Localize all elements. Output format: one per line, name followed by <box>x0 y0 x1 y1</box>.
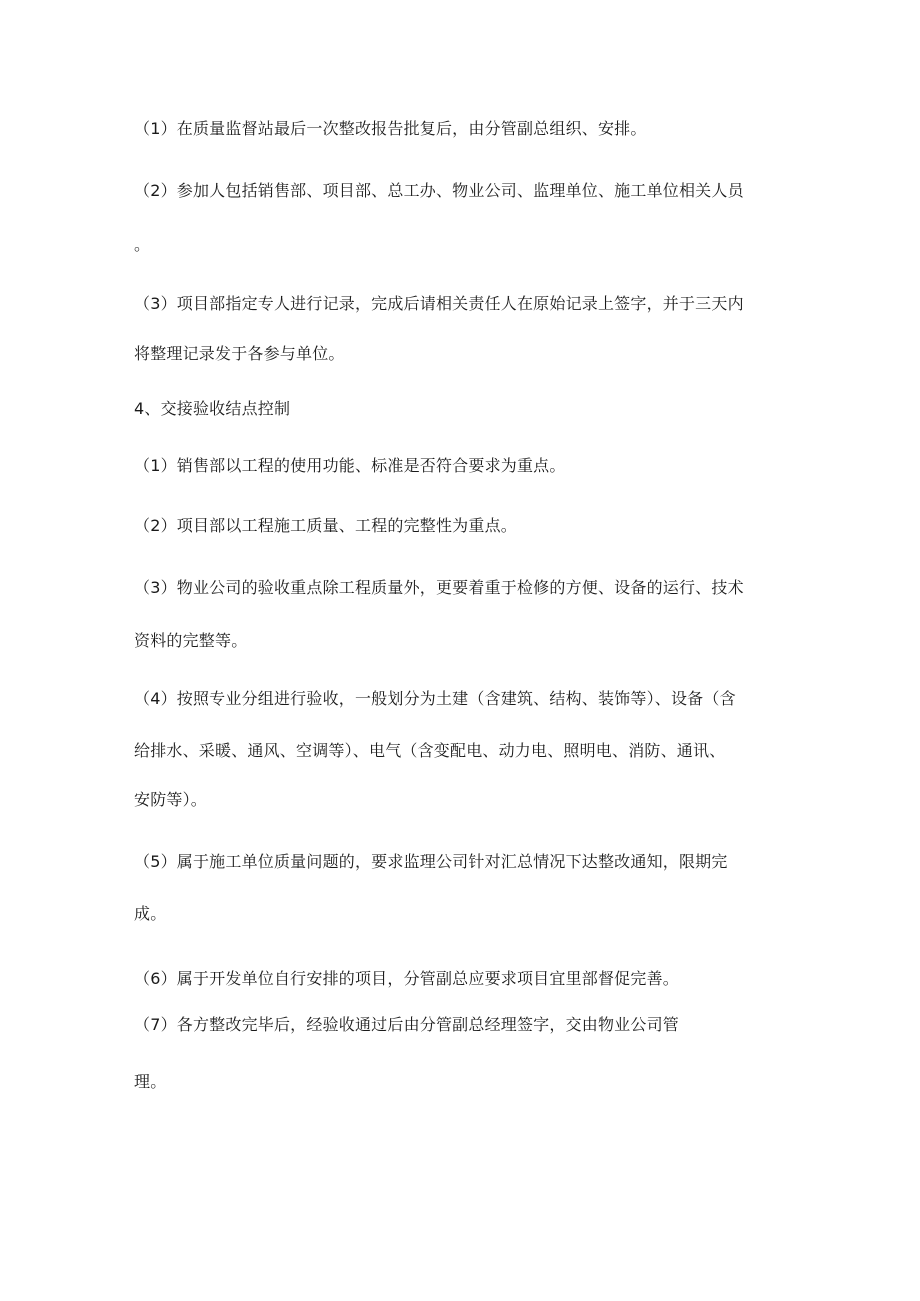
paragraph-line: 成。 <box>134 904 167 923</box>
paragraph-line: （1）销售部以工程的使用功能、标准是否符合要求为重点。 <box>134 456 566 475</box>
paragraph-line: （3）物业公司的验收重点除工程质量外，更要着重于检修的方便、设备的运行、技术 <box>134 578 744 597</box>
paragraph-line: （4）按照专业分组进行验收，一般划分为土建（含建筑、结构、装饰等）、设备（含 <box>134 689 736 708</box>
paragraph-line: 安防等）。 <box>134 790 208 809</box>
paragraph-line: （2）项目部以工程施工质量、工程的完整性为重点。 <box>134 516 517 535</box>
paragraph-line: （5）属于施工单位质量问题的，要求监理公司针对汇总情况下达整改通知，限期完 <box>134 852 728 871</box>
paragraph-line: （1）在质量监督站最后一次整改报告批复后，由分管副总组织、安排。 <box>134 119 647 138</box>
paragraph-line: （2）参加人包括销售部、项目部、总工办、物业公司、监理单位、施工单位相关人员 <box>134 181 744 200</box>
paragraph-line: 将整理记录发于各参与单位。 <box>134 344 345 363</box>
paragraph-line: 。 <box>134 235 151 254</box>
paragraph-line: 理。 <box>134 1072 167 1091</box>
paragraph-line: 给排水、采暖、通风、空调等）、电气（含变配电、动力电、照明电、消防、通讯、 <box>134 741 726 760</box>
paragraph-line: （6）属于开发单位自行安排的项目，分管副总应要求项目宜里部督促完善。 <box>134 969 679 988</box>
section-heading: 4、交接验收结点控制 <box>134 399 291 418</box>
paragraph-line: （3）项目部指定专人进行记录，完成后请相关责任人在原始记录上签字，并于三天内 <box>134 294 744 313</box>
paragraph-line: （7）各方整改完毕后，经验收通过后由分管副总经理签字，交由物业公司管 <box>134 1015 679 1034</box>
paragraph-line: 资料的完整等。 <box>134 631 248 650</box>
